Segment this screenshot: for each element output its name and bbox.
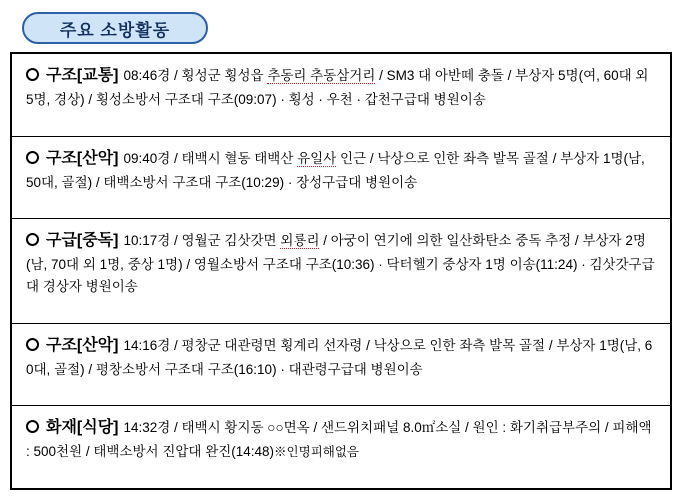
incident-row-2 [12,137,670,220]
incident-text-before: 10:17경 / 영월군 김삿갓면 [123,233,281,249]
incident-row-content [26,228,656,298]
incident-list-box [10,52,672,490]
circle-bullet-icon [26,338,39,351]
incident-row-3 [12,219,670,323]
incident-note: ※인명피해없음 [274,445,359,460]
page-title: 주요 소방활동 [59,20,171,40]
incident-row-content [26,63,656,111]
incident-text-before: 08:46경 / 횡성군 횡성읍 [123,68,268,83]
incident-highlight: 유일사 [297,150,337,166]
incident-category: 구조[교통] [46,67,119,84]
incident-text-after: / 아궁이 연기에 의한 일산화탄소 중독 추정 / 부상자 2명(남, 70대 외 1명, 중상 1명) / 영월소방서 구조대 구조(10:36) · 닥터헬기 중상자 1명 이송(11:24) · 김삿갓구급대 경상자 병원이송 [26,233,655,295]
incident-rows [12,54,670,488]
page-header-pill [22,12,208,44]
circle-bullet-icon [26,233,39,246]
incident-text-before: 14:16경 / 평창군 대관령면 횡계리 선자령 / 낙상으로 인한 좌측 발목 골절 / 부상자 1명(남, 60대, 골절) / 평창소방서 구조대 구조(16:10) · 대관령구급대 병원이송 [26,337,653,377]
incident-text-before: 14:32경 / 태백시 황지동 ○○면옥 / 샌드위치패널 8.0㎡소실 / 원인 : 화기취급부주의 / 피해액 : 500천원 / 태백소방서 진압대 완진(14:48) [26,420,652,460]
incident-row-5 [12,406,670,488]
circle-bullet-icon [26,68,39,81]
circle-bullet-icon [26,151,39,164]
incident-category: 화재[식당] [46,419,119,437]
incident-text-after: 인근 / 낙상으로 인한 좌측 발목 골절 / 부상자 1명(남, 50대, 골절) / 태백소방서 구조대 구조(10:29) · 장성구급대 병원이송 [26,150,645,190]
incident-category: 구조[산악] [46,336,119,354]
incident-text-after: / SM3 대 아반떼 충돌 / 부상자 5명(여, 60대 외 5명, 경상) / 횡성소방서 구조대 구조(09:07) · 횡성 · 우천 · 갑천구급대 병원이송 [26,68,649,107]
incident-row-content [26,146,656,194]
incident-highlight: 추동리 추동삼거리 [267,68,376,83]
circle-bullet-icon [26,420,39,433]
incident-row-1 [12,54,670,137]
incident-row-content [26,415,656,463]
incident-row-content [26,333,656,381]
incident-category: 구조[산악] [46,149,119,167]
incident-category: 구급[중독] [46,232,119,250]
incident-text-before: 09:40경 / 태백시 혈동 태백산 [123,150,298,166]
incident-row-4 [12,324,670,407]
incident-highlight: 외룡리 [280,233,320,249]
